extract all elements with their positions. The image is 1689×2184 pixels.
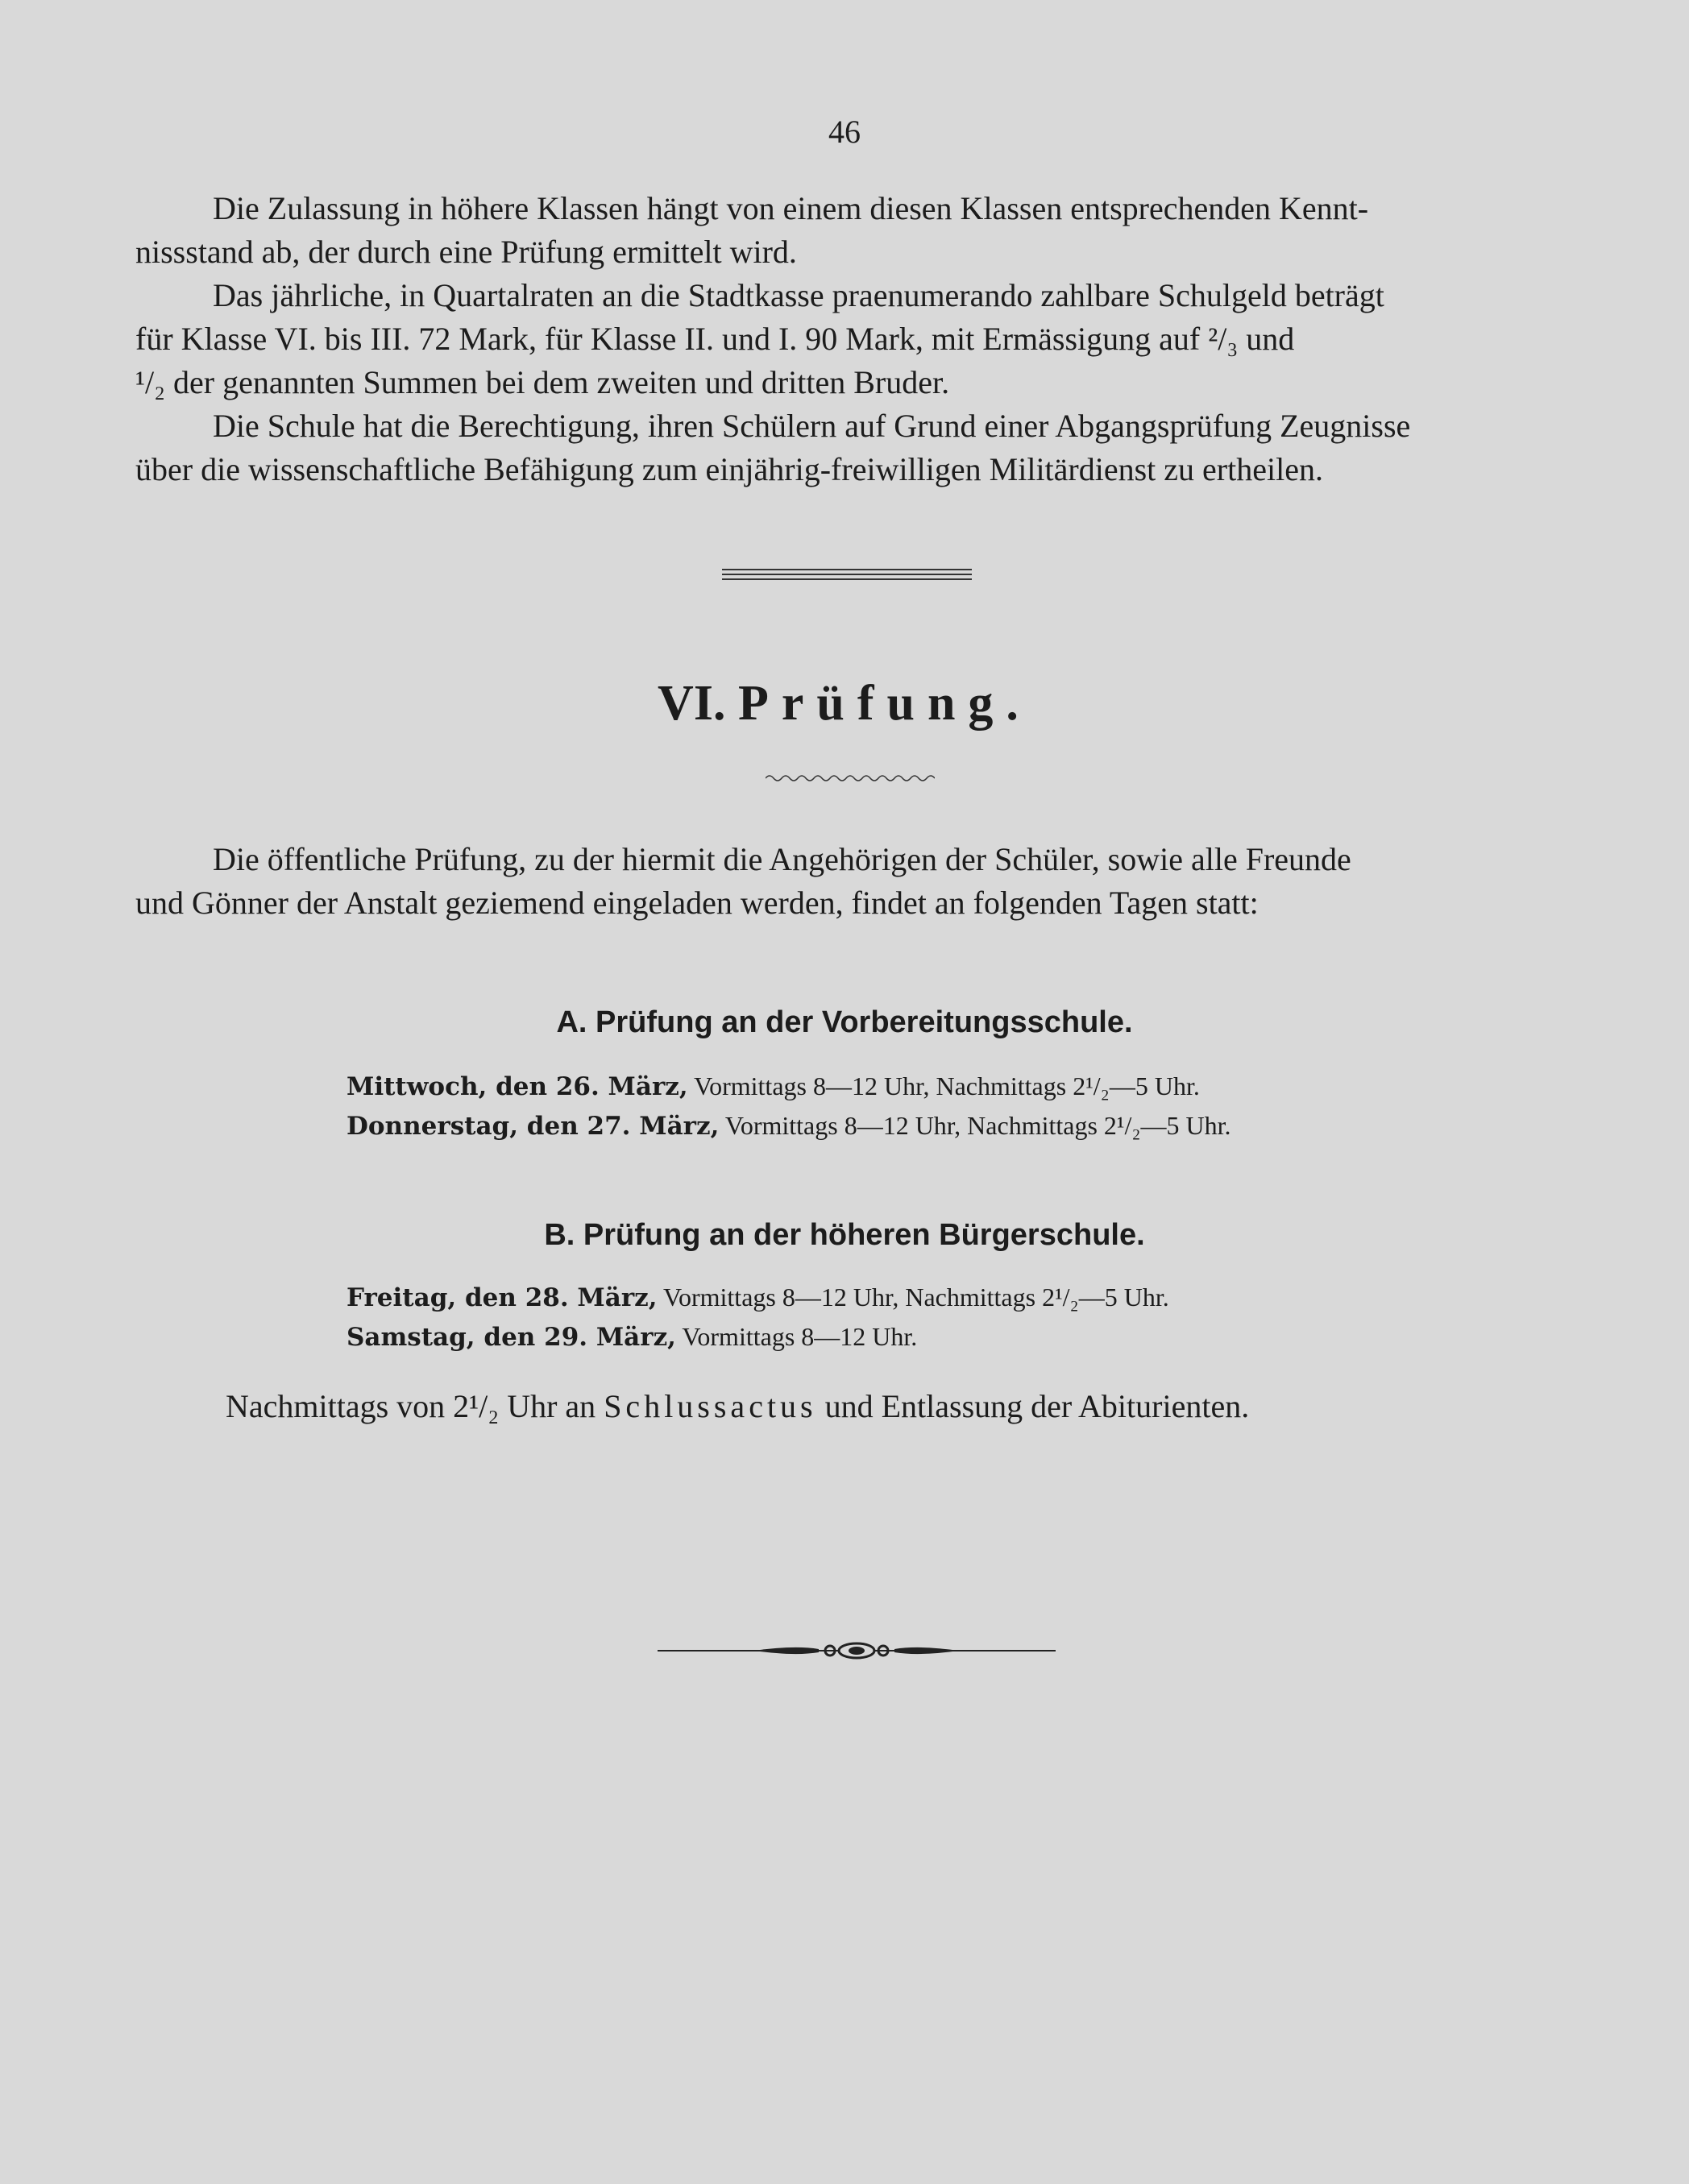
wavy-divider — [766, 772, 935, 785]
schedule-row — [347, 1317, 1169, 1357]
schedule-times: Vormittags 8—12 Uhr, Nachmittags 2¹/₂—5 Uhr. — [662, 1283, 1169, 1312]
part-a-heading: A. Prüfung an der Vorbereitungsschule. — [556, 1005, 1133, 1039]
part-a-schedule — [347, 1067, 1231, 1146]
schedule-times: Vormittags 8—12 Uhr, Nachmittags 2¹/₂—5 Uhr. — [724, 1111, 1231, 1140]
paragraph-line: über die wissenschaftliche Befähigung zum einjährig-freiwilligen Militärdienst zu ertheilen. — [135, 451, 1323, 487]
paragraph-invitation — [135, 838, 1562, 925]
paragraph-admission — [135, 187, 1562, 274]
paragraph-line: für Klasse VI. bis III. 72 Mark, für Klasse II. und I. 90 Mark, mit Ermässigung auf ²/₃ und — [135, 321, 1295, 357]
paragraph-line: Die Schule hat die Berechtigung, ihren Schülern auf Grund einer Abgangsprüfung Zeugnisse — [213, 408, 1411, 444]
closing-suffix: und Entlassung der Abiturienten. — [824, 1388, 1250, 1424]
paragraph-line: Die öffentliche Prüfung, zu der hiermit die Angehörigen der Schüler, sowie alle Freunde — [213, 841, 1351, 877]
schedule-row — [347, 1067, 1231, 1106]
closing-line — [226, 1387, 1249, 1425]
closing-emphasis: Schlussactus — [604, 1388, 817, 1424]
schedule-times: Vormittags 8—12 Uhr. — [682, 1322, 918, 1351]
schedule-day: Mittwoch, den 26. März, — [347, 1072, 688, 1101]
paragraph-school-fees — [135, 274, 1562, 404]
schedule-row — [347, 1278, 1169, 1317]
paragraph-line: nissstand ab, der durch eine Prüfung ermittelt wird. — [135, 234, 797, 270]
double-rule-divider — [722, 569, 972, 583]
section-number: VI. — [658, 676, 726, 731]
schedule-times: Vormittags 8—12 Uhr, Nachmittags 2¹/₂—5 Uhr. — [694, 1071, 1200, 1100]
schedule-day: Samstag, den 29. März, — [347, 1323, 676, 1352]
schedule-row — [347, 1106, 1231, 1146]
closing-prefix: Nachmittags von 2¹/₂ Uhr an — [226, 1388, 596, 1424]
page-number: 46 — [828, 114, 861, 150]
section-title: Prüfung. — [737, 676, 1031, 731]
section-heading — [0, 675, 1689, 732]
schedule-day: Freitag, den 28. März, — [347, 1283, 658, 1312]
paragraph-line: Das jährliche, in Quartalraten an die Stadtkasse praenumerando zahlbare Schulgeld beträgt — [213, 277, 1384, 313]
paragraph-line: Die Zulassung in höhere Klassen hängt von einem diesen Klassen entsprechenden Kennt- — [213, 190, 1369, 226]
paragraph-line: ¹/₂ der genannten Summen bei dem zweiten und dritten Bruder. — [135, 364, 950, 400]
schedule-day: Donnerstag, den 27. März, — [347, 1112, 720, 1141]
part-b-schedule — [347, 1278, 1169, 1357]
paragraph-line: und Gönner der Anstalt geziemend eingeladen werden, findet an folgenden Tagen statt: — [135, 885, 1259, 921]
end-ornament — [658, 1640, 1056, 1661]
part-b-heading: B. Prüfung an der höheren Bürgerschule. — [544, 1218, 1145, 1252]
paragraph-certification — [135, 404, 1562, 491]
